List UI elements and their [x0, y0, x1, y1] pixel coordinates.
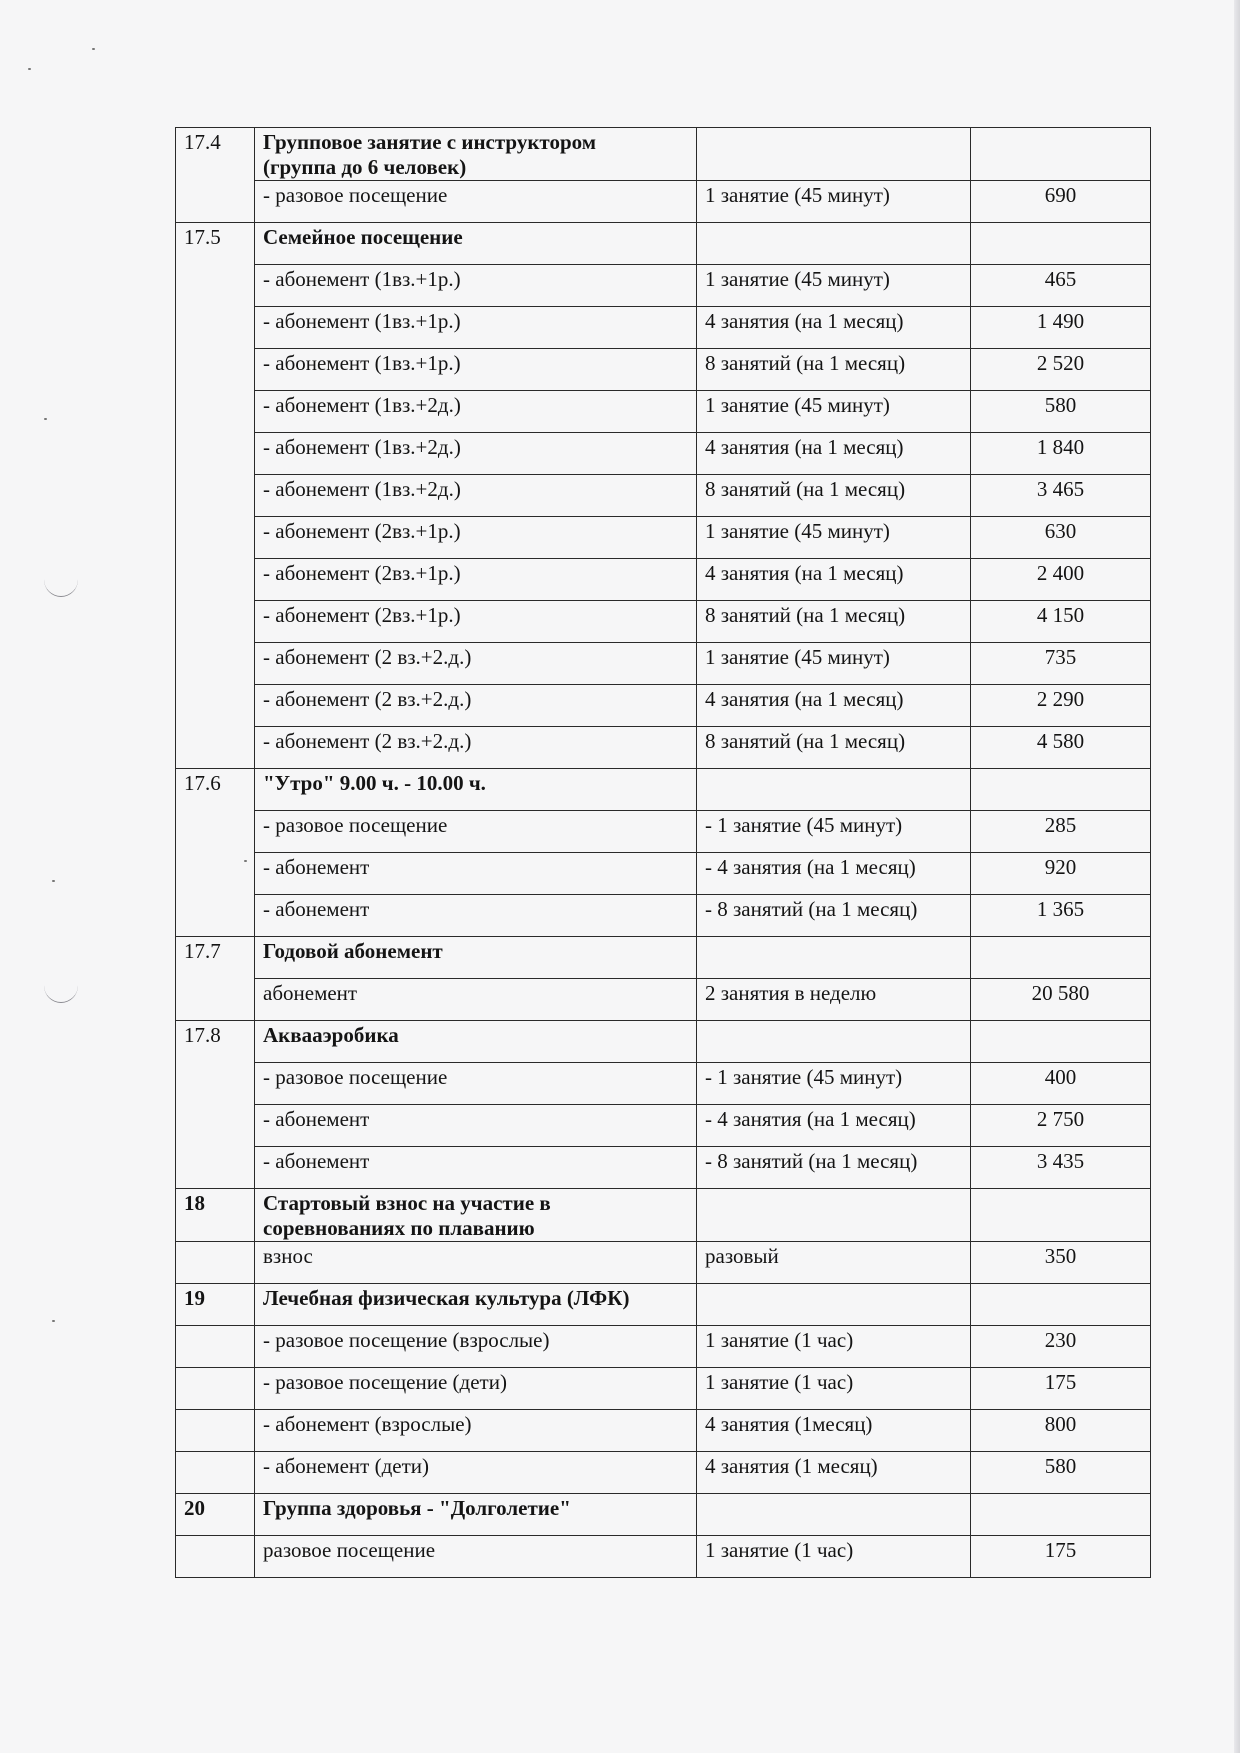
section-title-line: Семейное посещение [263, 225, 463, 249]
service-unit: - 4 занятия (на 1 месяц) [697, 853, 971, 895]
section-number: 18 [176, 1189, 255, 1242]
empty-number-cell [176, 1536, 255, 1578]
service-price: 920 [971, 853, 1151, 895]
service-price: 2 290 [971, 685, 1151, 727]
service-name: - абонемент [255, 853, 697, 895]
service-unit: 1 занятие (1 час) [697, 1326, 971, 1368]
service-price: 735 [971, 643, 1151, 685]
service-name: - абонемент (1вз.+2д.) [255, 475, 697, 517]
empty-price-cell [971, 1494, 1151, 1536]
empty-unit-cell [697, 223, 971, 265]
section-header-row [176, 1189, 1151, 1242]
table-row [176, 1410, 1151, 1452]
service-name: - абонемент (взрослые) [255, 1410, 697, 1452]
table-row [176, 307, 1151, 349]
section-title-line: Группа здоровья - "Долголетие" [263, 1496, 571, 1520]
price-table-body [176, 128, 1151, 1578]
service-name: - абонемент (2 вз.+2.д.) [255, 727, 697, 769]
service-unit: 8 занятий (на 1 месяц) [697, 475, 971, 517]
section-title [255, 937, 697, 979]
table-row [176, 1063, 1151, 1105]
service-unit: 1 занятие (45 минут) [697, 391, 971, 433]
service-price: 400 [971, 1063, 1151, 1105]
service-name: - абонемент (1вз.+2д.) [255, 391, 697, 433]
section-title [255, 1284, 697, 1326]
table-row [176, 685, 1151, 727]
service-unit: - 1 занятие (45 минут) [697, 1063, 971, 1105]
service-unit: 1 занятие (45 минут) [697, 643, 971, 685]
table-row [176, 1326, 1151, 1368]
table-row [176, 1536, 1151, 1578]
service-unit: 4 занятия (1месяц) [697, 1410, 971, 1452]
service-name: - абонемент [255, 1147, 697, 1189]
punch-hole [44, 562, 78, 597]
service-price: 3 465 [971, 475, 1151, 517]
table-row [176, 1368, 1151, 1410]
table-row [176, 811, 1151, 853]
section-title-line: Аквааэробика [263, 1023, 399, 1047]
table-row [176, 895, 1151, 937]
service-unit: 2 занятия в неделю [697, 979, 971, 1021]
service-price: 4 580 [971, 727, 1151, 769]
section-number: 17.8 [176, 1021, 255, 1189]
empty-unit-cell [697, 1021, 971, 1063]
empty-unit-cell [697, 937, 971, 979]
table-row [176, 853, 1151, 895]
service-unit: 8 занятий (на 1 месяц) [697, 601, 971, 643]
service-price: 4 150 [971, 601, 1151, 643]
table-row [176, 1147, 1151, 1189]
service-price: 2 750 [971, 1105, 1151, 1147]
service-price: 1 365 [971, 895, 1151, 937]
service-unit: 8 занятий (на 1 месяц) [697, 727, 971, 769]
service-price: 20 580 [971, 979, 1151, 1021]
table-row [176, 1105, 1151, 1147]
empty-number-cell [176, 1242, 255, 1284]
section-title-line: "Утро" 9.00 ч. - 10.00 ч. [263, 771, 486, 795]
empty-number-cell [176, 1452, 255, 1494]
empty-price-cell [971, 1021, 1151, 1063]
section-header-row [176, 769, 1151, 811]
table-row [176, 559, 1151, 601]
empty-price-cell [971, 1189, 1151, 1242]
table-row [176, 601, 1151, 643]
section-title [255, 128, 697, 181]
empty-price-cell [971, 223, 1151, 265]
service-unit: - 8 занятий (на 1 месяц) [697, 895, 971, 937]
section-number: 17.6 [176, 769, 255, 937]
service-unit: - 8 занятий (на 1 месяц) [697, 1147, 971, 1189]
scan-speck [92, 48, 95, 50]
table-row [176, 1242, 1151, 1284]
service-name: - абонемент (дети) [255, 1452, 697, 1494]
section-header-row [176, 1021, 1151, 1063]
section-header-row [176, 223, 1151, 265]
service-name: разовое посещение [255, 1536, 697, 1578]
table-row [176, 349, 1151, 391]
service-name: - абонемент (1вз.+1р.) [255, 265, 697, 307]
empty-price-cell [971, 769, 1151, 811]
service-name: - абонемент [255, 895, 697, 937]
service-price: 580 [971, 391, 1151, 433]
service-price: 2 400 [971, 559, 1151, 601]
table-row [176, 979, 1151, 1021]
scan-speck [44, 418, 47, 420]
service-name: - абонемент [255, 1105, 697, 1147]
service-price: 175 [971, 1368, 1151, 1410]
service-unit: 1 занятие (45 минут) [697, 517, 971, 559]
service-price: 800 [971, 1410, 1151, 1452]
scan-speck [28, 68, 31, 70]
section-title [255, 1189, 697, 1242]
service-name: - абонемент (2 вз.+2.д.) [255, 643, 697, 685]
table-row [176, 517, 1151, 559]
section-title-line: соревнованиях по плаванию [263, 1216, 535, 1240]
empty-unit-cell [697, 1284, 971, 1326]
section-title-line: Лечебная физическая культура (ЛФК) [263, 1286, 630, 1310]
service-price: 1 840 [971, 433, 1151, 475]
table-row [176, 181, 1151, 223]
empty-price-cell [971, 128, 1151, 181]
service-unit: - 1 занятие (45 минут) [697, 811, 971, 853]
service-unit: 1 занятие (45 минут) [697, 181, 971, 223]
service-name: - абонемент (2 вз.+2.д.) [255, 685, 697, 727]
service-name: - абонемент (2вз.+1р.) [255, 517, 697, 559]
service-unit: 4 занятия (на 1 месяц) [697, 433, 971, 475]
section-header-row [176, 1494, 1151, 1536]
section-number: 17.5 [176, 223, 255, 769]
service-name: - разовое посещение [255, 1063, 697, 1105]
service-price: 580 [971, 1452, 1151, 1494]
empty-price-cell [971, 1284, 1151, 1326]
table-row [176, 391, 1151, 433]
page-edge [1234, 0, 1240, 1753]
section-number: 17.4 [176, 128, 255, 223]
service-price: 465 [971, 265, 1151, 307]
service-price: 630 [971, 517, 1151, 559]
service-unit: 1 занятие (1 час) [697, 1368, 971, 1410]
table-row [176, 727, 1151, 769]
service-name: взнос [255, 1242, 697, 1284]
service-name: - разовое посещение (дети) [255, 1368, 697, 1410]
service-price: 175 [971, 1536, 1151, 1578]
section-title-line: Годовой абонемент [263, 939, 443, 963]
price-table [175, 127, 1151, 1578]
section-number: 17.7 [176, 937, 255, 1021]
table-row [176, 643, 1151, 685]
section-title [255, 1021, 697, 1063]
scan-speck [52, 880, 55, 882]
service-name: - абонемент (2вз.+1р.) [255, 559, 697, 601]
section-title-line: Групповое занятие с инструктором [263, 130, 597, 154]
service-name: - абонемент (1вз.+2д.) [255, 433, 697, 475]
empty-number-cell [176, 1368, 255, 1410]
service-unit: разовый [697, 1242, 971, 1284]
service-price: 1 490 [971, 307, 1151, 349]
empty-number-cell [176, 1326, 255, 1368]
service-name: абонемент [255, 979, 697, 1021]
punch-hole [44, 968, 78, 1003]
section-title [255, 1494, 697, 1536]
service-unit: 4 занятия (1 месяц) [697, 1452, 971, 1494]
section-number: 19 [176, 1284, 255, 1326]
empty-unit-cell [697, 1494, 971, 1536]
service-name: - разовое посещение [255, 181, 697, 223]
service-unit: 8 занятий (на 1 месяц) [697, 349, 971, 391]
empty-price-cell [971, 937, 1151, 979]
section-number: 20 [176, 1494, 255, 1536]
service-name: - абонемент (1вз.+1р.) [255, 307, 697, 349]
service-unit: - 4 занятия (на 1 месяц) [697, 1105, 971, 1147]
service-unit: 4 занятия (на 1 месяц) [697, 559, 971, 601]
empty-unit-cell [697, 128, 971, 181]
service-price: 285 [971, 811, 1151, 853]
table-row [176, 265, 1151, 307]
section-title-line: (группа до 6 человек) [263, 155, 467, 179]
service-unit: 4 занятия (на 1 месяц) [697, 685, 971, 727]
service-name: - абонемент (1вз.+1р.) [255, 349, 697, 391]
service-unit: 4 занятия (на 1 месяц) [697, 307, 971, 349]
empty-unit-cell [697, 769, 971, 811]
service-price: 2 520 [971, 349, 1151, 391]
section-title [255, 223, 697, 265]
empty-number-cell [176, 1410, 255, 1452]
service-name: - разовое посещение (взрослые) [255, 1326, 697, 1368]
service-price: 230 [971, 1326, 1151, 1368]
service-name: - абонемент (2вз.+1р.) [255, 601, 697, 643]
scan-speck [52, 1320, 55, 1322]
service-unit: 1 занятие (1 час) [697, 1536, 971, 1578]
service-price: 3 435 [971, 1147, 1151, 1189]
service-price: 690 [971, 181, 1151, 223]
empty-unit-cell [697, 1189, 971, 1242]
service-price: 350 [971, 1242, 1151, 1284]
section-header-row [176, 128, 1151, 181]
table-row [176, 1452, 1151, 1494]
table-row [176, 433, 1151, 475]
section-header-row [176, 937, 1151, 979]
section-title-line: Стартовый взнос на участие в [263, 1191, 551, 1215]
service-name: - разовое посещение [255, 811, 697, 853]
section-title [255, 769, 697, 811]
table-row [176, 475, 1151, 517]
section-header-row [176, 1284, 1151, 1326]
service-unit: 1 занятие (45 минут) [697, 265, 971, 307]
